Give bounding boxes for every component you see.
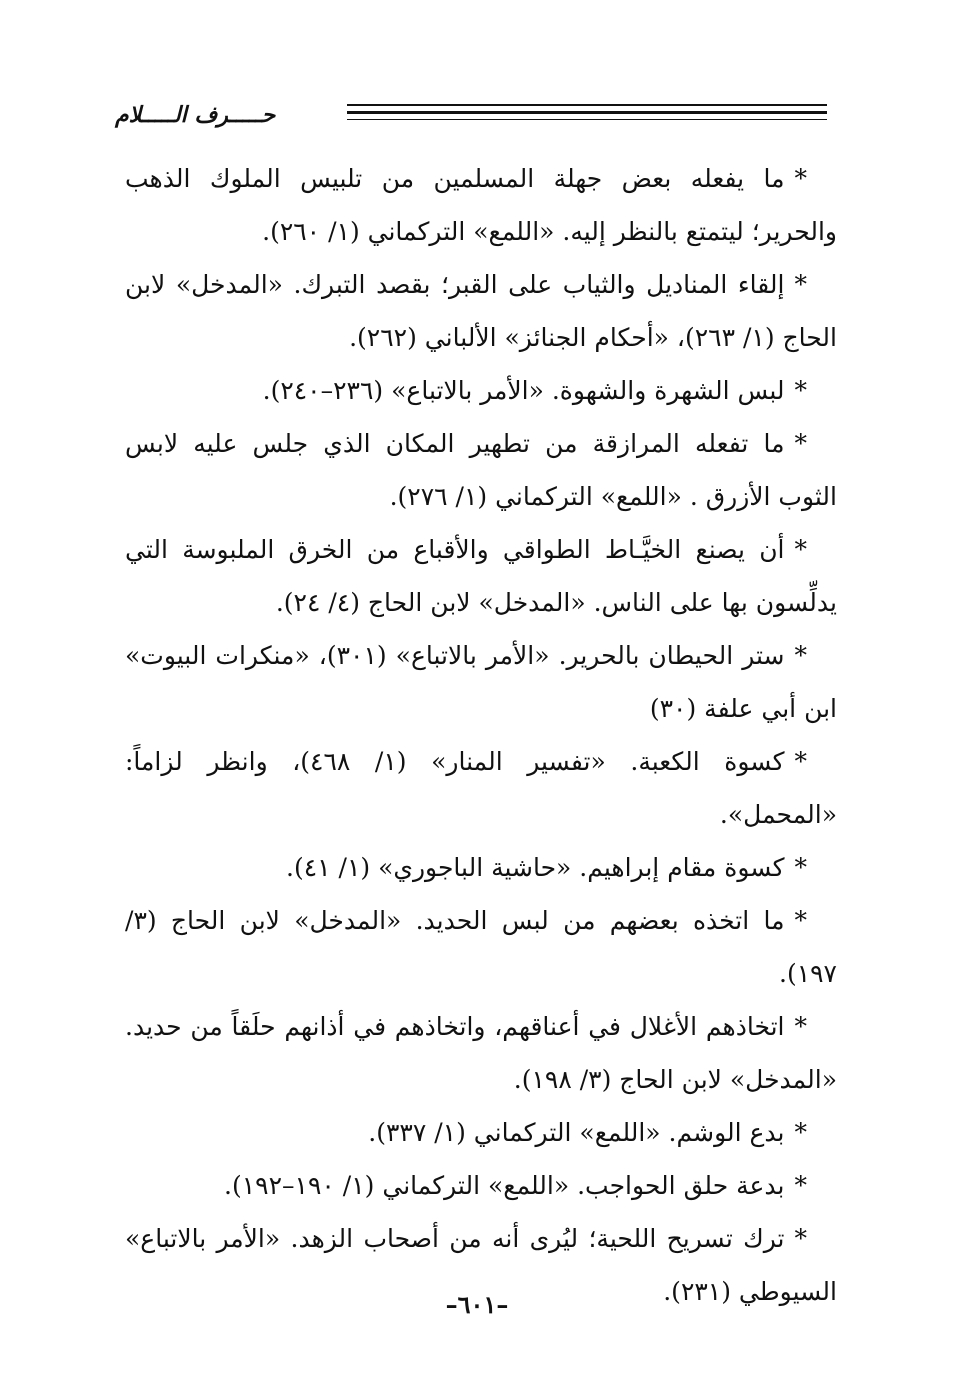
running-header xyxy=(115,96,827,136)
entry-text: اتخاذهم الأغلال في أعناقهم، واتخاذهم في أذانهم حلَقاً من حديد. «المدخل» لابن الحاج (٣/ ١٩٨). xyxy=(125,1012,837,1094)
list-item xyxy=(125,417,837,523)
entry-text: لبس الشهرة والشهوة. «الأمر بالاتباع» (٢٣٦–٢٤٠). xyxy=(262,376,785,405)
bullet-star: * xyxy=(794,1118,807,1147)
bullet-star: * xyxy=(794,270,807,299)
bullet-star: * xyxy=(794,1171,807,1200)
list-item xyxy=(125,841,837,894)
bullet-star: * xyxy=(794,1224,807,1253)
bullet-star: * xyxy=(794,535,807,564)
bullet-star: * xyxy=(794,429,807,458)
list-item xyxy=(125,894,837,1000)
entry-text: ما اتخذه بعضهم من لبس الحديد. «المدخل» لابن الحاج (٣/ ١٩٧). xyxy=(125,906,837,988)
entry-text: بدع الوشم. «اللمع» التركماني (١/ ٣٣٧). xyxy=(368,1118,785,1147)
bullet-star: * xyxy=(794,164,807,193)
entry-text: ترك تسريح اللحية؛ ليُرى أنه من أصحاب الزهد. «الأمر بالاتباع» السيوطي (٢٣١). xyxy=(125,1224,837,1306)
bullet-star: * xyxy=(794,1012,807,1041)
header-rule xyxy=(347,104,827,106)
bullet-star: * xyxy=(794,641,807,670)
bullet-star: * xyxy=(794,376,807,405)
bullet-star: * xyxy=(794,853,807,882)
list-item xyxy=(125,1106,837,1159)
entry-text: ما يفعله بعض جهلة المسلمين من تلبيس الملوك الذهب والحرير؛ ليتمتع بالنظر إليه. «اللمع» التركماني (١/ ٢٦٠). xyxy=(125,164,837,246)
list-item xyxy=(125,1000,837,1106)
list-item xyxy=(125,364,837,417)
page-number: –٦٠١– xyxy=(445,1290,509,1319)
bullet-star: * xyxy=(794,906,807,935)
list-item xyxy=(125,735,837,841)
list-item xyxy=(125,523,837,629)
entry-text: كسوة الكعبة. «تفسير المنار» (١/ ٤٦٨)، وانظر لزاماً: «المحمل». xyxy=(125,747,837,829)
list-item xyxy=(125,1159,837,1212)
entry-text: أن يصنع الخيَّـاط الطواقي والأقباع من الخرق الملبوسة التي يدلِّسون بها على الناس. «المدخل» لابن الحاج (٤/ ٢٤). xyxy=(125,535,837,617)
entry-text: ما تفعله المرازقة من تطهير المكان الذي جلس عليه لابس الثوب الأزرق . «اللمع» التركماني (١/ ٢٧٦). xyxy=(125,429,837,511)
list-item xyxy=(125,629,837,735)
entry-text: بدعة حلق الحواجب. «اللمع» التركماني (١/ ١٩٠–١٩٢). xyxy=(224,1171,785,1200)
list-item xyxy=(125,258,837,364)
bullet-star: * xyxy=(794,747,807,776)
list-item xyxy=(125,152,837,258)
header-rule xyxy=(347,111,827,114)
header-rule xyxy=(347,119,827,120)
entry-text: إلقاء المناديل والثياب على القبر؛ بقصد التبرك. «المدخل» لابن الحاج (١/ ٢٦٣)، «أحكام الجنائز» الألباني (٢٦٢). xyxy=(125,270,837,352)
chapter-title: حـــــرف الـــــلام xyxy=(115,102,276,128)
entry-list xyxy=(125,152,837,1318)
entry-text: كسوة مقام إبراهيم. «حاشية الباجوري» (١/ ٤١). xyxy=(286,853,785,882)
entry-text: ستر الحيطان بالحرير. «الأمر بالاتباع» (٣٠١)، «منكرات البيوت» ابن أبي علفة (٣٠) xyxy=(125,641,837,723)
